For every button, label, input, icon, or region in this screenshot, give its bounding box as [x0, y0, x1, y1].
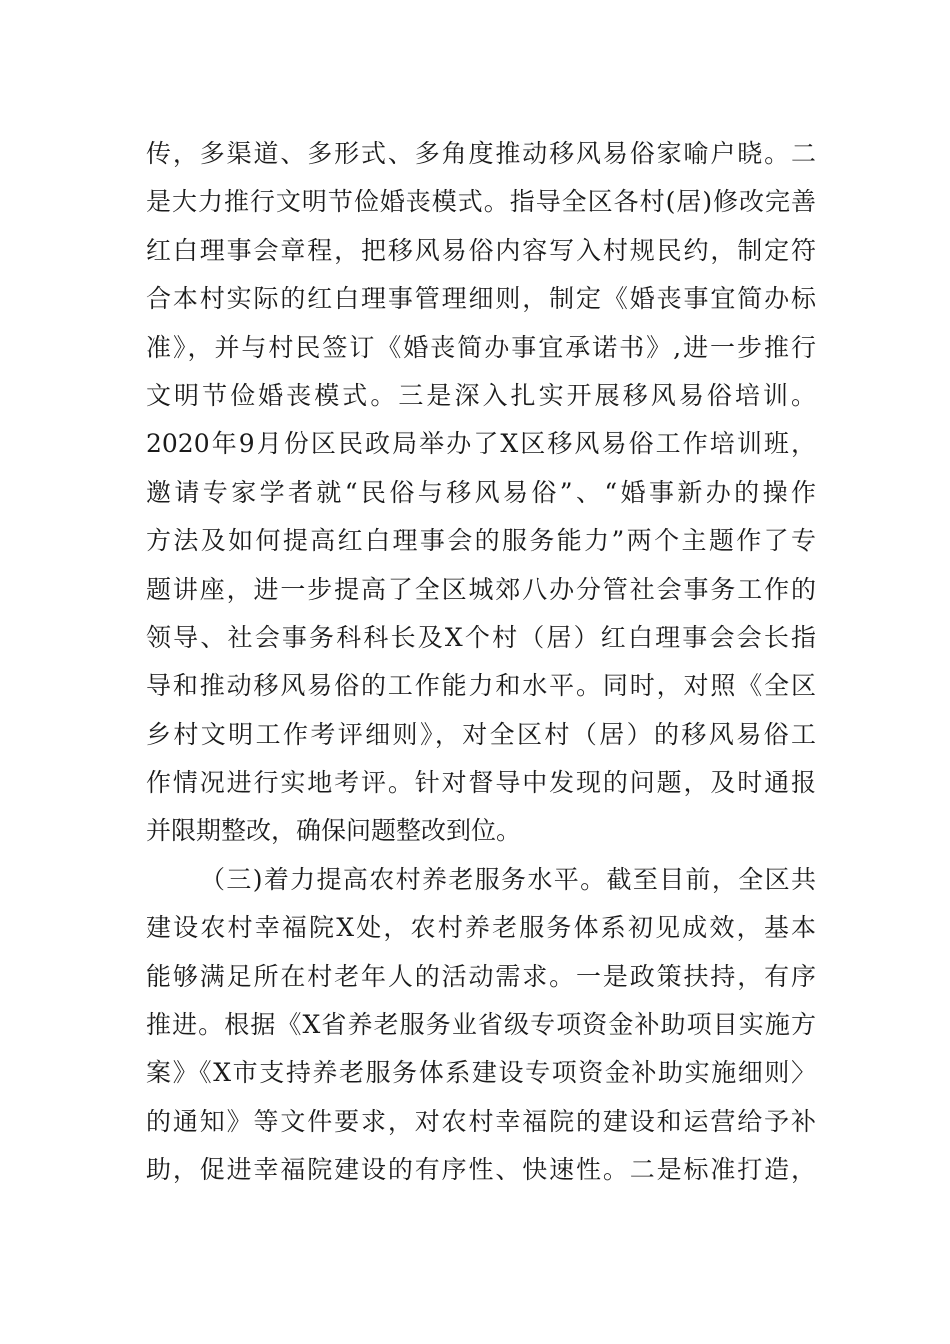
text-line: 领导、社会事务科科长及X个村（居）红白理事会会长指: [146, 622, 816, 652]
text-line: 助，促进幸福院建设的有序性、快速性。二是标准打造，: [146, 1155, 816, 1185]
text-line: 题讲座，进一步提高了全区城郊八办分管社会事务工作的: [146, 574, 816, 604]
text-line: 的通知》等文件要求，对农村幸福院的建设和运营给予补: [146, 1106, 816, 1136]
text-line: 传，多渠道、多形式、多角度推动移风易俗家喻户晓。二: [146, 139, 816, 168]
text-line: 是大力推行文明节俭婚丧模式。指导全区各村(居)修改完善: [146, 187, 816, 217]
paragraph-end-line: 并限期整改，确保问题整改到位。: [146, 816, 522, 846]
text-line: 准》，并与村民签订《婚丧简办事宜承诺书》,进一步推行: [146, 332, 816, 362]
text-line: 红白理事会章程，把移风易俗内容写入村规民约，制定符: [146, 235, 816, 265]
text-line: 2020年9月份区民政局举办了X区移风易俗工作培训班，: [146, 429, 816, 459]
text-line: 合本村实际的红白理事管理细则，制定《婚丧事宜简办标: [146, 284, 816, 314]
text-line: 案》《X市支持养老服务体系建设专项资金补助实施细则〉: [146, 1058, 816, 1088]
text-line: 能够满足所在村老年人的活动需求。一是政策扶持，有序: [146, 961, 816, 991]
text-line: 邀请专家学者就“民俗与移风易俗”、“婚事新办的操作: [146, 477, 816, 507]
text-line: 乡村文明工作考评细则》，对全区村（居）的移风易俗工: [146, 719, 816, 749]
text-line: 导和推动移风易俗的工作能力和水平。同时，对照《全区: [146, 671, 816, 701]
text-line: 作情况进行实地考评。针对督导中发现的问题，及时通报: [146, 768, 816, 798]
text-line: 方法及如何提高红白理事会的服务能力”两个主题作了专: [146, 526, 816, 556]
section-heading-line: （三)着力提高农村养老服务水平。截至目前，全区共: [200, 864, 816, 894]
text-line: 建设农村幸福院X处，农村养老服务体系初见成效，基本: [146, 913, 816, 943]
text-line: 文明节俭婚丧模式。三是深入扎实开展移风易俗培训。: [146, 380, 816, 410]
text-line: 推进。根据《X省养老服务业省级专项资金补助项目实施方: [146, 1010, 816, 1040]
body-text: [146, 130, 816, 1195]
